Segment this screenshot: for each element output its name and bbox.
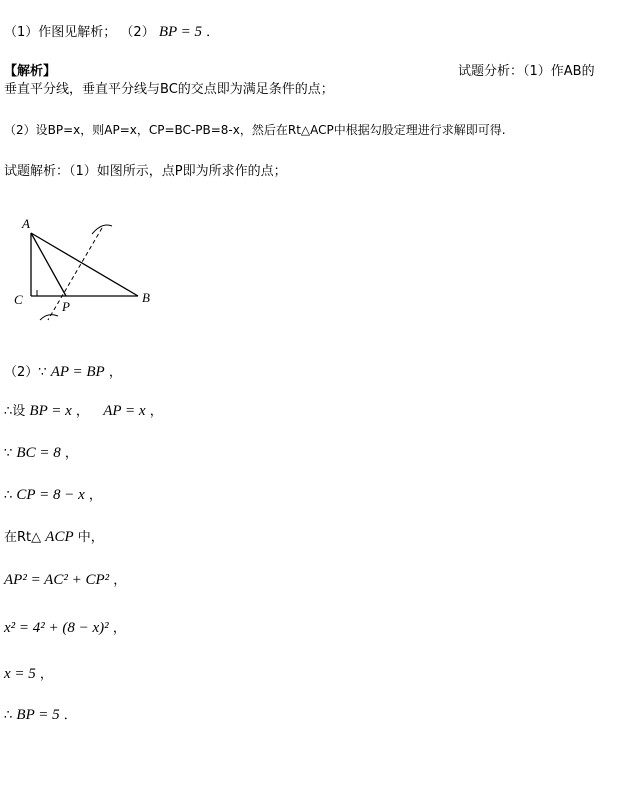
triangle-figure bbox=[8, 212, 168, 337]
step-3-expr: BC = 8 bbox=[16, 445, 61, 461]
solution-intro: 试题解析：（1）如图所示，点P即为所求作的点； bbox=[4, 164, 287, 179]
segment-ap bbox=[31, 233, 66, 296]
step-2-expr2: AP = x bbox=[103, 403, 146, 419]
step-8 bbox=[4, 666, 53, 683]
step-2-prefix: ∴设 bbox=[4, 404, 26, 419]
analysis-right-text: 试题分析：（1）作AB的 bbox=[458, 64, 595, 79]
answer-part2-eq: BP = 5 bbox=[158, 24, 203, 40]
step-5-prefix: 在Rt△ bbox=[4, 530, 42, 545]
label-b: B bbox=[142, 290, 150, 305]
answer-part2-prefix: （2） bbox=[120, 25, 155, 40]
step-7-suffix: ， bbox=[112, 621, 126, 636]
step-1-prefix: （2）∵ bbox=[4, 365, 47, 380]
analysis-heading: 【解析】 bbox=[4, 64, 57, 79]
step-9-expr: BP = 5 bbox=[16, 707, 60, 723]
step-6 bbox=[4, 572, 126, 589]
step-4-suffix: ， bbox=[88, 488, 102, 503]
step-9 bbox=[4, 707, 77, 724]
right-angle-marker bbox=[31, 290, 37, 296]
answer-line bbox=[4, 24, 219, 41]
label-c: C bbox=[14, 292, 23, 307]
step-1-expr: AP = BP bbox=[50, 364, 105, 380]
step-3 bbox=[4, 445, 78, 462]
step-2-mid: ， bbox=[75, 404, 89, 419]
step-3-suffix: ， bbox=[64, 446, 78, 461]
step-9-suffix: ． bbox=[63, 708, 77, 723]
segment-ab bbox=[31, 233, 138, 296]
answer-period: ． bbox=[206, 25, 220, 40]
perpendicular-bisector bbox=[48, 228, 102, 320]
analysis-line3: （2）设BP=x，则AP=x，CP=BC-PB=8-x，然后在Rt△ACP中根据勾股定理进行求解即可得. bbox=[4, 123, 506, 137]
step-4-expr: CP = 8 − x bbox=[16, 487, 85, 503]
analysis-line2: 垂直平分线，垂直平分线与BC的交点即为满足条件的点； bbox=[4, 82, 334, 97]
step-2-expr: BP = x bbox=[29, 403, 72, 419]
step-8-expr: x = 5 bbox=[4, 666, 36, 682]
step-6-expr: AP² = AC² + CP² bbox=[4, 572, 110, 588]
step-4-prefix: ∴ bbox=[4, 488, 13, 503]
step-2-suffix: ， bbox=[149, 404, 163, 419]
step-7-expr: x² = 4² + (8 − x)² bbox=[4, 620, 109, 636]
step-6-suffix: ， bbox=[113, 573, 127, 588]
step-4 bbox=[4, 487, 102, 504]
step-2 bbox=[4, 403, 163, 420]
step-7 bbox=[4, 620, 126, 637]
step-9-prefix: ∴ bbox=[4, 708, 13, 723]
step-5-expr: ACP bbox=[45, 529, 74, 545]
answer-part1: （1）作图见解析； bbox=[4, 25, 117, 40]
step-8-suffix: ， bbox=[39, 667, 53, 682]
label-a: A bbox=[22, 216, 30, 231]
step-5-suffix: 中， bbox=[77, 530, 104, 545]
step-3-prefix: ∵ bbox=[4, 446, 13, 461]
label-p: P bbox=[62, 299, 70, 314]
step-1 bbox=[4, 364, 122, 381]
step-5 bbox=[4, 529, 104, 546]
arc-mark-top bbox=[92, 225, 112, 234]
step-1-suffix: ， bbox=[108, 365, 122, 380]
